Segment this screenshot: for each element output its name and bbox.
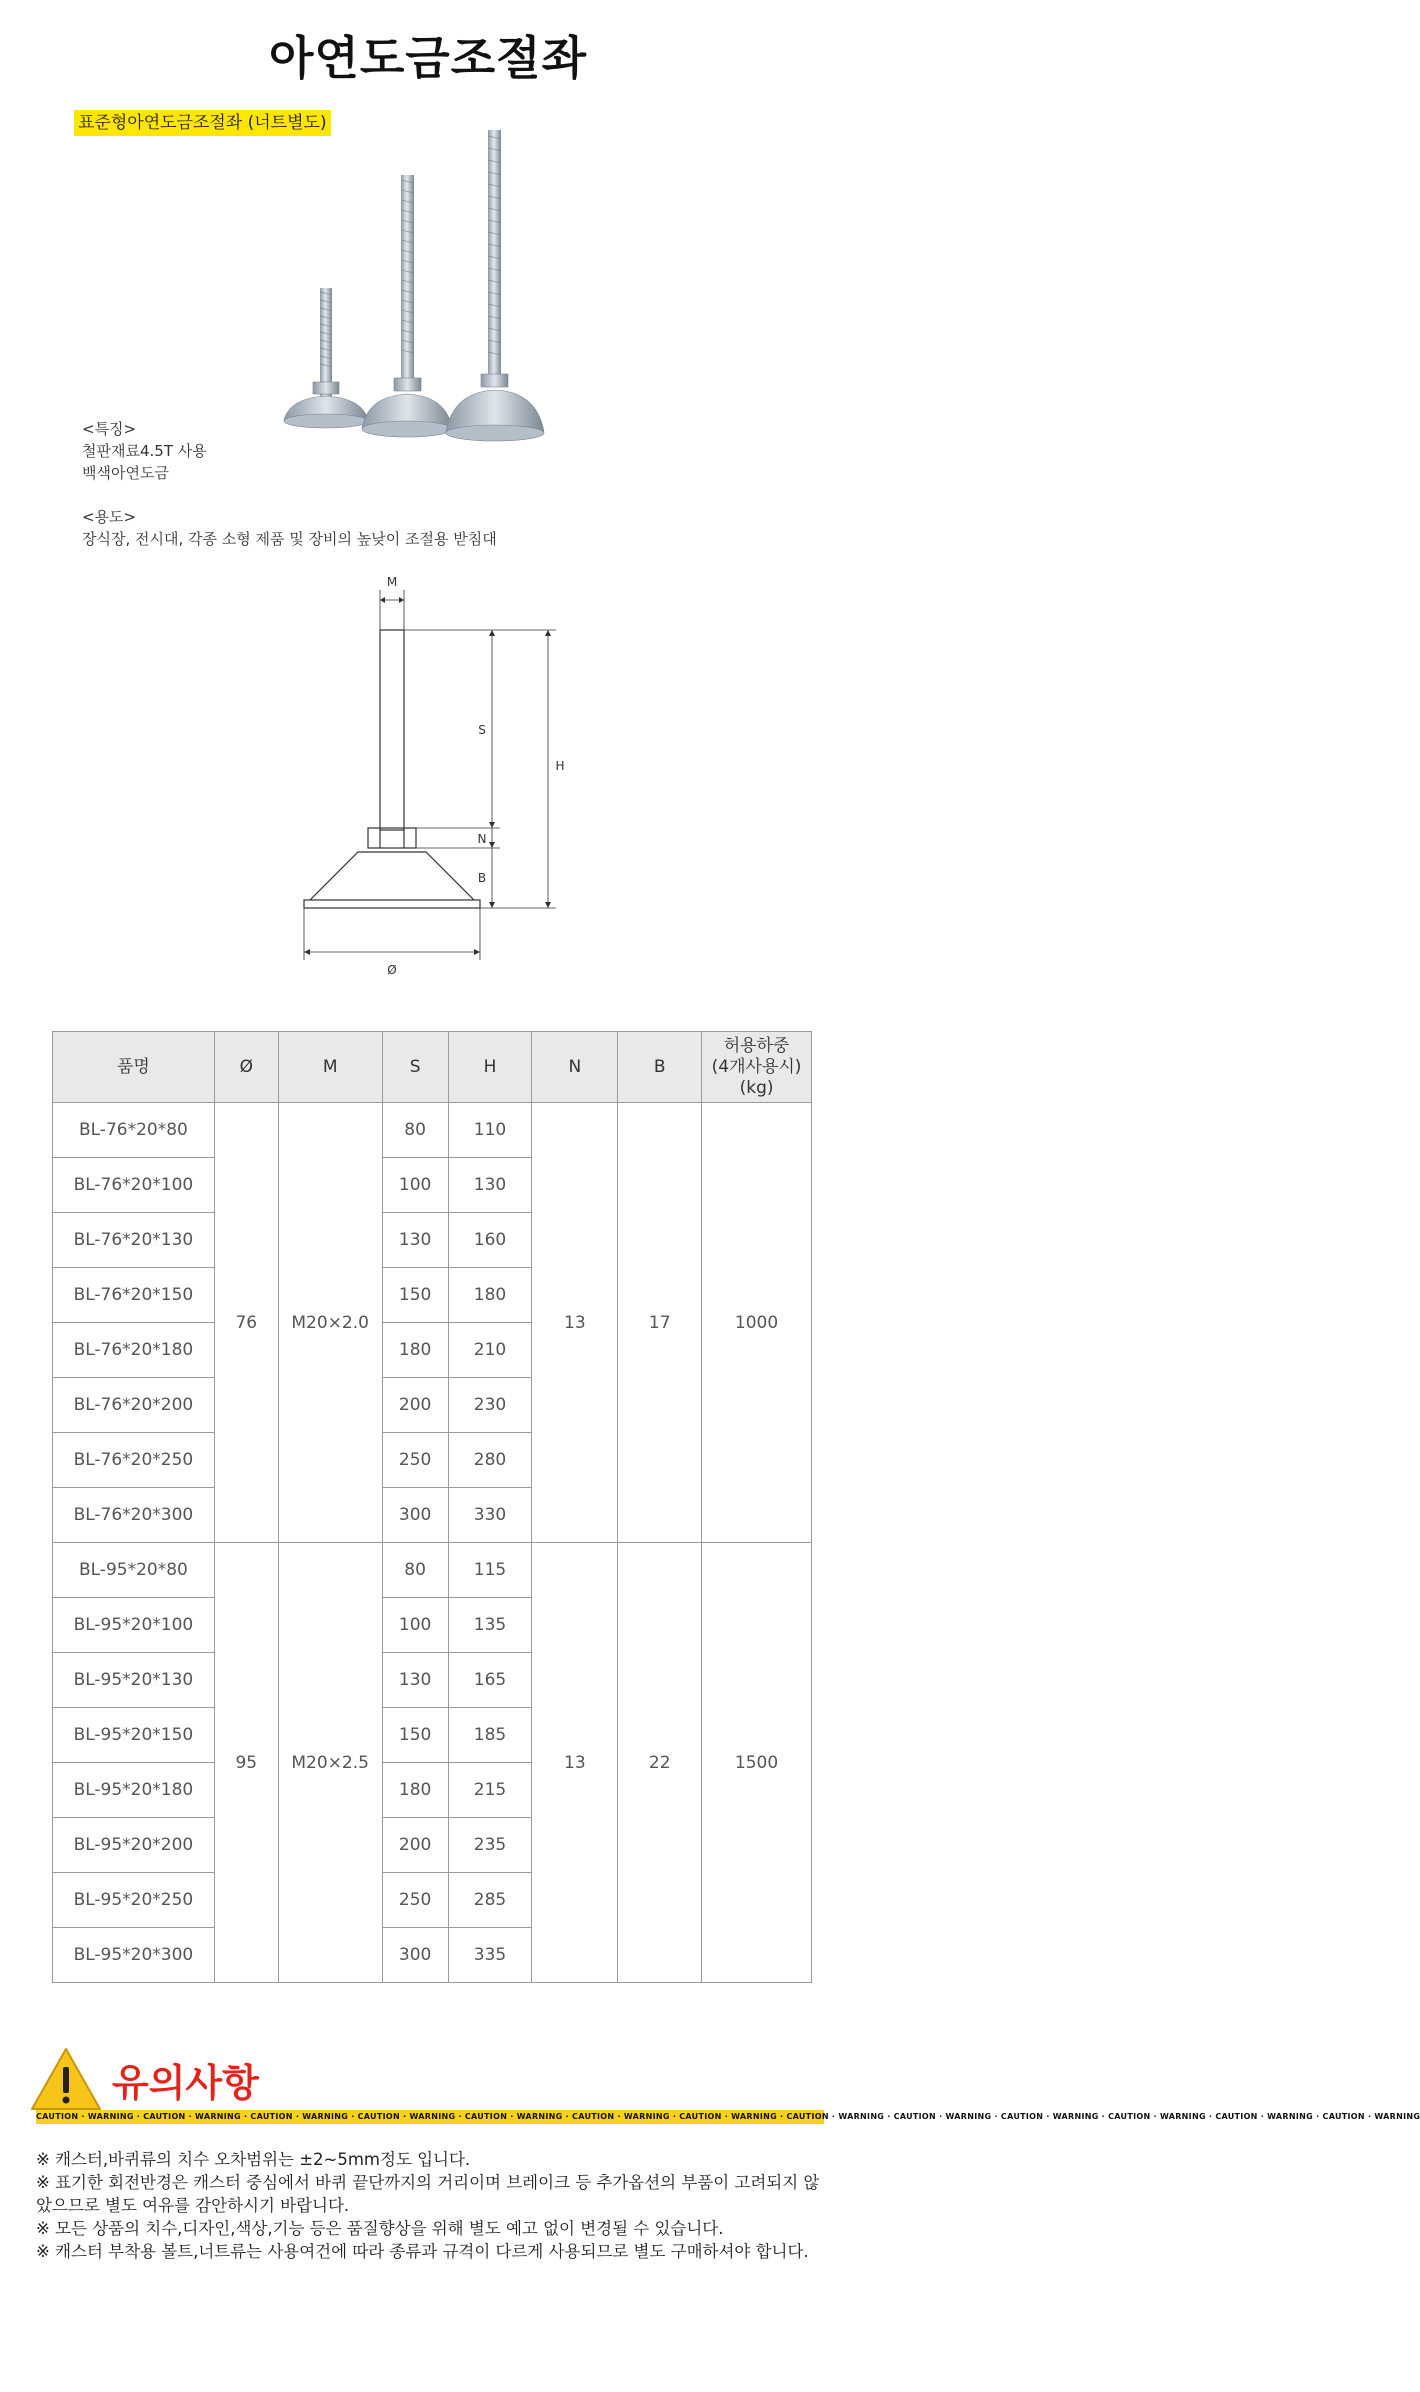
- cell-h: 285: [448, 1873, 532, 1928]
- table-header-row: [53, 1032, 812, 1103]
- cell-h: 135: [448, 1598, 532, 1653]
- cell-name: BL-95*20*100: [53, 1598, 215, 1653]
- cell-name: BL-76*20*150: [53, 1268, 215, 1323]
- cell-n: 13: [532, 1103, 618, 1543]
- cell-name: BL-95*20*180: [53, 1763, 215, 1818]
- cell-m: M20×2.0: [278, 1103, 382, 1543]
- diagram-rod: [380, 630, 404, 830]
- feature-line: [82, 484, 497, 506]
- cell-name: BL-76*20*130: [53, 1213, 215, 1268]
- dimension-diagram: [260, 560, 600, 1000]
- header-cell: S: [382, 1032, 448, 1103]
- caution-tape: CAUTION · WARNING · CAUTION · WARNING · CAUTION · WARNING · CAUTION · WARNING · CAUTION · WARNING · CAUTION · WARNING · CAUTION · WARNING · CAUTION · WARNING · CAUTION · WARNING · CAUTION · WARNING · CAUTION · WARNING · CAUTION · WARNING · CAUTION · WARNING: [36, 2110, 824, 2124]
- cell-dia: 76: [214, 1103, 278, 1543]
- diagram-base: [310, 852, 474, 900]
- cell-name: BL-76*20*200: [53, 1378, 215, 1433]
- feature-description: [82, 418, 497, 550]
- header-cell: H: [448, 1032, 532, 1103]
- cell-name: BL-76*20*250: [53, 1433, 215, 1488]
- cell-s: 250: [382, 1433, 448, 1488]
- cell-name: BL-95*20*150: [53, 1708, 215, 1763]
- feature-line: 백색아연도금: [82, 464, 169, 482]
- foot-medium: [362, 175, 452, 437]
- cell-name: BL-95*20*130: [53, 1653, 215, 1708]
- cell-s: 100: [382, 1598, 448, 1653]
- cell-s: 150: [382, 1268, 448, 1323]
- product-photo: [270, 120, 600, 450]
- feature-line: 철판재료4.5T 사용: [82, 442, 207, 460]
- cell-h: 335: [448, 1928, 532, 1983]
- cell-name: BL-76*20*100: [53, 1158, 215, 1213]
- cell-dia: 95: [214, 1543, 278, 1983]
- cell-s: 180: [382, 1323, 448, 1378]
- cell-name: BL-76*20*80: [53, 1103, 215, 1158]
- cell-h: 230: [448, 1378, 532, 1433]
- label-m: M: [386, 575, 398, 589]
- cell-s: 130: [382, 1213, 448, 1268]
- header-cell: 품명: [53, 1032, 215, 1103]
- header-cell: M: [278, 1032, 382, 1103]
- cell-s: 150: [382, 1708, 448, 1763]
- cell-name: BL-95*20*250: [53, 1873, 215, 1928]
- cell-load: 1000: [702, 1103, 812, 1543]
- header-cell: N: [532, 1032, 618, 1103]
- cell-load: 1500: [702, 1543, 812, 1983]
- cell-b: 22: [618, 1543, 702, 1983]
- cell-s: 300: [382, 1928, 448, 1983]
- table-row: [53, 1103, 812, 1158]
- note-item: ※ 모든 상품의 치수,디자인,색상,기능 등은 품질향상을 위해 별도 예고 없이 변경될 수 있습니다.: [36, 2219, 724, 2238]
- note-item: ※ 표기한 회전반경은 캐스터 중심에서 바퀴 끝단까지의 거리이며 브레이크 등 추가옵션의 부품이 고려되지 않았으므로 별도 여유를 감안하시기 바랍니다.: [36, 2173, 820, 2215]
- header-cell: 허용하중 (4개사용시) (kg): [702, 1032, 812, 1103]
- cell-s: 80: [382, 1103, 448, 1158]
- product-subtitle: 표준형아연도금조절좌 (너트별도): [74, 110, 331, 136]
- cell-name: BL-76*20*180: [53, 1323, 215, 1378]
- label-n: N: [477, 832, 487, 846]
- cell-s: 130: [382, 1653, 448, 1708]
- cell-name: BL-95*20*300: [53, 1928, 215, 1983]
- note-item: ※ 캐스터 부착용 볼트,너트류는 사용여건에 따라 종류과 규격이 다르게 사용되므로 별도 구매하셔야 합니다.: [36, 2242, 809, 2261]
- cell-name: BL-76*20*300: [53, 1488, 215, 1543]
- cell-n: 13: [532, 1543, 618, 1983]
- cell-s: 80: [382, 1543, 448, 1598]
- foot-small: [284, 288, 368, 428]
- table-row: [53, 1543, 812, 1598]
- cell-h: 115: [448, 1543, 532, 1598]
- label-h: H: [555, 759, 565, 773]
- feature-line: <용도>: [82, 508, 137, 526]
- cell-name: BL-95*20*80: [53, 1543, 215, 1598]
- cell-name: BL-95*20*200: [53, 1818, 215, 1873]
- label-dia: Ø: [387, 963, 397, 977]
- foot-large: [446, 130, 544, 441]
- cell-m: M20×2.5: [278, 1543, 382, 1983]
- cell-s: 180: [382, 1763, 448, 1818]
- table-body: [53, 1103, 812, 1983]
- caution-notes: [36, 2148, 826, 2263]
- cell-s: 300: [382, 1488, 448, 1543]
- cell-b: 17: [618, 1103, 702, 1543]
- caution-title: 유의사항: [112, 2061, 259, 2105]
- cell-h: 330: [448, 1488, 532, 1543]
- cell-s: 250: [382, 1873, 448, 1928]
- cell-s: 200: [382, 1378, 448, 1433]
- warning-triangle-icon: [32, 2049, 100, 2109]
- cell-h: 185: [448, 1708, 532, 1763]
- cell-h: 130: [448, 1158, 532, 1213]
- cell-h: 110: [448, 1103, 532, 1158]
- cell-s: 200: [382, 1818, 448, 1873]
- cell-s: 100: [382, 1158, 448, 1213]
- page-title: 아연도금조절좌: [268, 31, 588, 85]
- note-item: ※ 캐스터,바퀴류의 치수 오차범위는 ±2~5mm정도 입니다.: [36, 2150, 471, 2169]
- cell-h: 165: [448, 1653, 532, 1708]
- cell-h: 215: [448, 1763, 532, 1818]
- cell-h: 160: [448, 1213, 532, 1268]
- diagram-nut: [368, 828, 416, 848]
- feature-line: 장식장, 전시대, 각종 소형 제품 및 장비의 높낮이 조절용 받침대: [82, 530, 497, 548]
- cell-h: 280: [448, 1433, 532, 1488]
- header-cell: Ø: [214, 1032, 278, 1103]
- cell-h: 210: [448, 1323, 532, 1378]
- label-b: B: [477, 871, 487, 885]
- label-s: S: [478, 723, 486, 737]
- header-cell: B: [618, 1032, 702, 1103]
- feature-line: <특징>: [82, 420, 137, 438]
- cell-h: 235: [448, 1818, 532, 1873]
- cell-h: 180: [448, 1268, 532, 1323]
- spec-table: [52, 1031, 812, 1983]
